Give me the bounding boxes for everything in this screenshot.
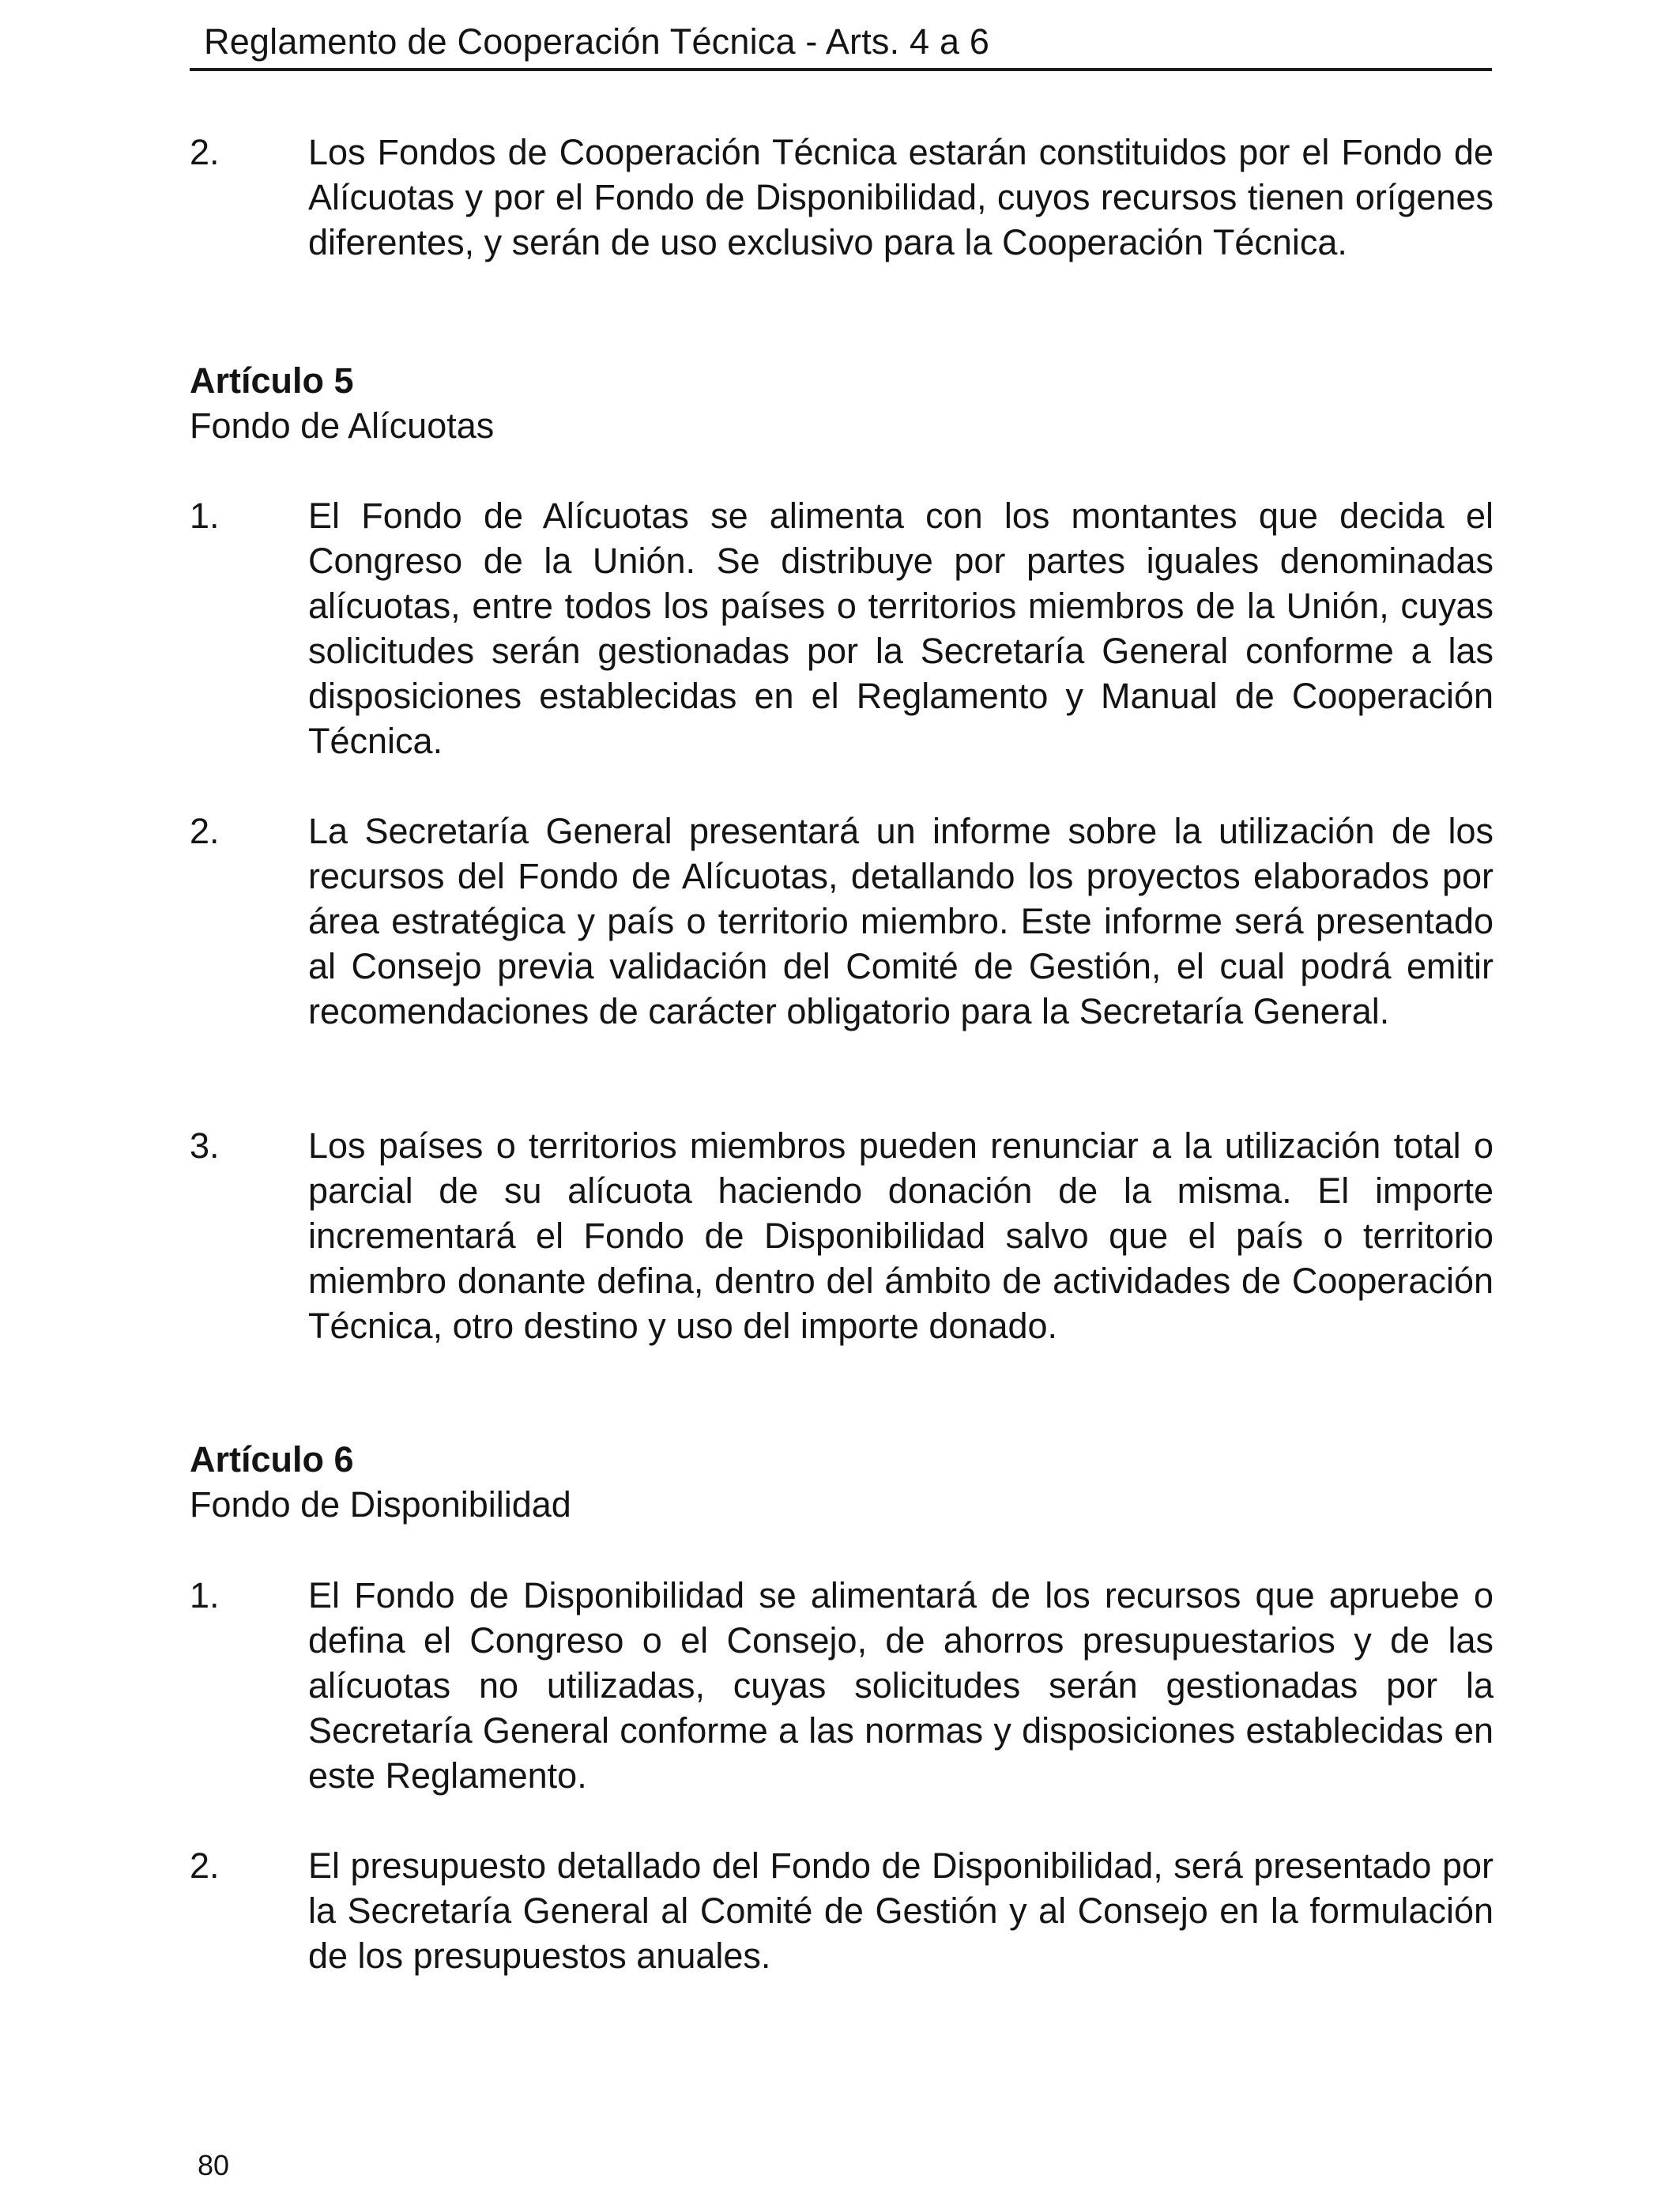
- item-number: 1.: [190, 1575, 220, 1615]
- page-number: 80: [198, 2149, 230, 2181]
- item-number: 3.: [190, 1125, 220, 1166]
- article-title: Fondo de Alícuotas: [190, 405, 495, 446]
- item-text: El Fondo de Disponibilidad se alimentará de los recursos que apruebe o defina el Congreso o el Consejo, de ahorros presupuestarios y de las alícuotas no utilizadas, cuyas solicitudes serán gestionadas por la Secretaría General conforme a las normas y disposiciones establecidas en este Reglamento.: [308, 1575, 1494, 1796]
- item-number: 2.: [190, 1845, 220, 1886]
- item-text: La Secretaría General presentará un informe sobre la utilización de los recursos del Fondo de Alícuotas, detallando los proyectos elaborados por área estratégica y país o territorio miembro. Este informe será presentado al Consejo previa validación del Comité de Gestión, el cual podrá emitir recomendaciones de carácter obligatorio para la Secretaría General.: [308, 811, 1494, 1031]
- article-heading: Artículo 5: [190, 360, 354, 401]
- article-title: Fondo de Disponibilidad: [190, 1484, 571, 1525]
- item-text: Los Fondos de Cooperación Técnica estarán constituidos por el Fondo de Alícuotas y por el Fondo de Disponibilidad, cuyos recursos tienen orígenes diferentes, y serán de uso exclusivo para la Cooperación Técnica.: [308, 132, 1494, 262]
- art6-item-1: [190, 1573, 1494, 1798]
- art6-item-2: [190, 1843, 1494, 1978]
- art5-item-1: [190, 493, 1494, 763]
- article-6-header: [190, 1437, 1494, 1527]
- header-rule: [190, 68, 1492, 71]
- item-number: 2.: [190, 132, 220, 172]
- item-number: 2.: [190, 811, 220, 851]
- running-header: Reglamento de Cooperación Técnica - Arts. 4 a 6: [204, 21, 990, 62]
- item-number: 1.: [190, 496, 220, 536]
- item-text: El presupuesto detallado del Fondo de Disponibilidad, será presentado por la Secretaría General al Comité de Gestión y al Consejo en la formulación de los presupuestos anuales.: [308, 1845, 1494, 1976]
- article-5-header: [190, 358, 1494, 448]
- article-heading: Artículo 6: [190, 1439, 354, 1480]
- item-text: El Fondo de Alícuotas se alimenta con los montantes que decida el Congreso de la Unión. Se distribuye por partes iguales denominadas alícuotas, entre todos los países o territorios miembros de la Unión, cuyas solicitudes serán gestionadas por la Secretaría General conforme a las disposiciones establecidas en el Reglamento y Manual de Cooperación Técnica.: [308, 496, 1494, 761]
- art5-item-2: [190, 809, 1494, 1034]
- item-text: Los países o territorios miembros pueden renunciar a la utilización total o parcial de su alícuota haciendo donación de la misma. El importe incrementará el Fondo de Disponibilidad salvo que el país o territorio miembro donante defina, dentro del ámbito de actividades de Cooperación Técnica, otro destino y uso del importe donado.: [308, 1125, 1494, 1346]
- art4-item-2: [190, 130, 1494, 265]
- art5-item-3: [190, 1123, 1494, 1348]
